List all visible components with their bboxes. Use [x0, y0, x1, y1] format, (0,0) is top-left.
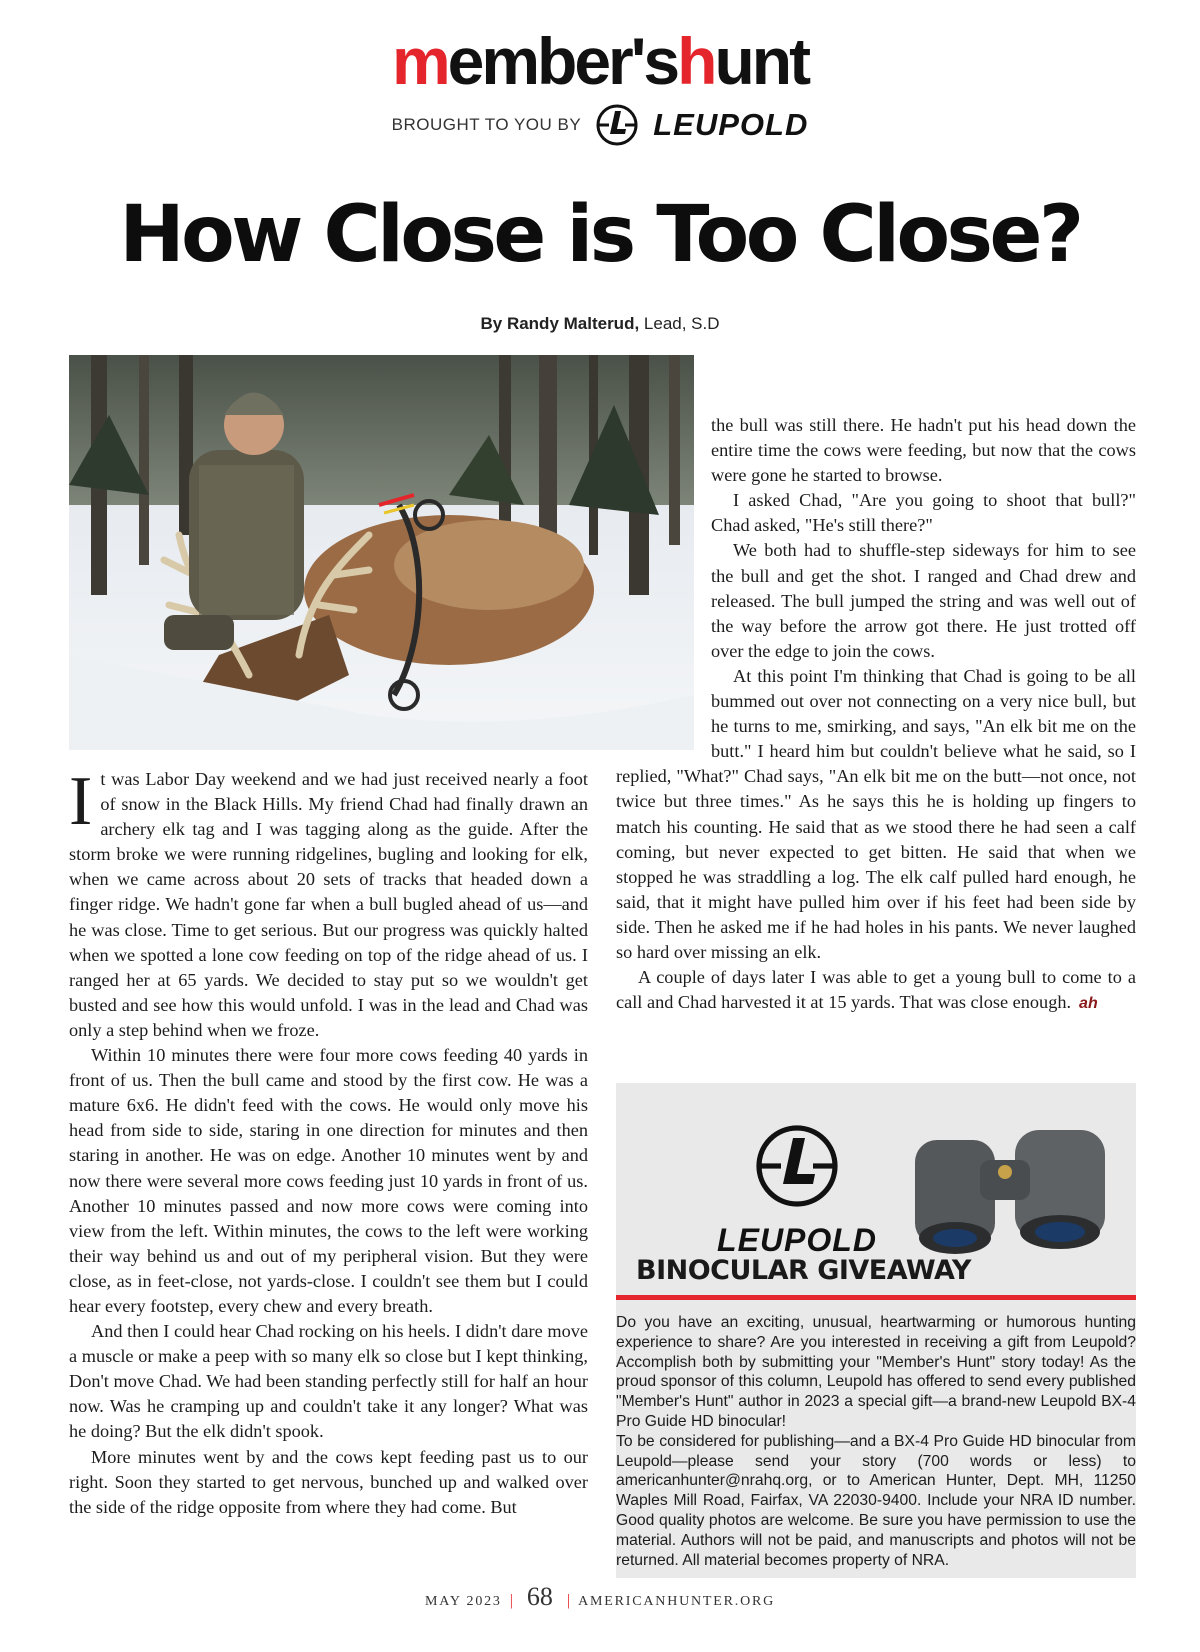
- article-column-left: [69, 763, 588, 1520]
- leupold-reticle-icon: [753, 1122, 841, 1210]
- end-mark: ah: [1079, 995, 1098, 1013]
- ad-brand-name: LEUPOLD: [717, 1222, 877, 1258]
- paragraph: Within 10 minutes there were four more cows feeding 40 yards in front of us. Then the bull came and stood by the first cow. He was a mature 6x6. He didn't feed with the cows. He would only move his head from side to side, staring in one direction for minutes and then staring in another. He was on edge. Another 10 minutes went by and now there were several more cows feeding just 10 yards in front of us. Another 10 minutes passed and now more cows were coming into view from the left. Within minutes, the cows to the left were working their way behind us and out of my peripheral vision. But they were close, as in feet-close, not yards-close. I couldn't see them but I could hear every footstep, every chew and every breath.: [69, 1045, 588, 1316]
- author-byline: By Randy Malterud, Lead, S.D: [480, 314, 720, 333]
- paragraph: More minutes went by and the cows kept feeding past us to our right. Soon they started to get nervous, bunched up and walked over the side of the ridge opposite from where they had come. But: [69, 1446, 588, 1517]
- paragraph: And then I could hear Chad rocking on his heels. I didn't dare move a muscle or make a peep with so many elk so close but I kept thinking, Don't move Chad. We had been standing perfectly still for half an hour now. Was he cramping up and couldn't take it any longer? What was he doing? But the elk didn't spook.: [69, 1321, 588, 1442]
- paragraph: the bull was still there. He hadn't put his head down the entire time the cows were feeding, but now that the cows were gone he started to browse.: [711, 415, 1136, 486]
- sponsor-name: LEUPOLD: [653, 107, 809, 142]
- leupold-reticle-icon: [595, 103, 639, 147]
- author-location: Lead, S.D: [643, 314, 720, 333]
- ad-paragraph: Do you have an exciting, unusual, heartwarming or humorous hunting experience to share? Are you interested in receiving a gift from Leupold? Accomplish both by submitting your "Member's Hunt" story today! As the proud sponsor of this column, Leupold has offered to send every published "Member's Hunt" author in 2023 a special gift—a brand-new Leupold BX-4 Pro Guide HD binocular!: [616, 1314, 1136, 1430]
- paragraph: At this point I'm thinking that Chad is going to be all bummed out over not connecting on a very nice bull, but he turns to me, smirking, and says, "An elk bit me on the butt." I heard him but couldn't believe what he said, so I replied, "What?" Chad says, "An elk bit me on the butt—not once, not twice but three times." As he says this he is holding up fingers to match his counting. He said that as we stood there he had seen a calf coming, but never expected to get bitten. He said that when we stopped he was straddling a log. The elk calf pulled hard enough, he said, that it might have pulled him over if his feet had been side by side. Then he asked me if he had holes in his pants. We never laughed so hard over missing an elk.: [616, 665, 1136, 962]
- column-logo: member'shunt: [391, 24, 809, 98]
- issue-date: MAY 2023: [424, 1594, 502, 1609]
- ad-body: [616, 1313, 1136, 1570]
- page-footer: MAY 2023 | 68 | AMERICANHUNTER.ORG: [424, 1582, 776, 1611]
- brought-by-label: BROUGHT TO YOU BY: [391, 115, 582, 134]
- page-number: 68: [526, 1582, 553, 1611]
- author-name: Randy Malterud,: [506, 314, 640, 333]
- ad-divider: [616, 1295, 1136, 1300]
- ad-paragraph: To be considered for publishing—and a BX-4 Pro Guide HD binocular from Leupold—please send your story (700 words or less) to americanhunter@nrahq.org, or to American Hunter, Dept. MH, 11250 Waples Mill Road, Fairfax, VA 22030-9400. Include your NRA ID number. Good quality photos are welcome. Be sure you have permission to use the material. Authors will not be paid, and manuscripts and photos will not be returned. All material becomes property of NRA.: [616, 1432, 1136, 1569]
- paragraph: It was Labor Day weekend and we had just received nearly a foot of snow in the Black Hills. My friend Chad had finally drawn an archery elk tag and I was tagging along as the guide. After the storm broke we were running ridgelines, bugling and looking for elk, when we came across about 20 sets of tracks that headed down a finger ridge. We hadn't gone far when a bull bugled ahead of us—and he was close. Time to get serious. But our progress was quickly halted when we spotted a lone cow feeding on top of the ridge ahead of us. I ranged her at 65 yards. We decided to stay put so we wouldn't get busted and see how this would unfold. I was in the lead and Chad was only a step behind when we froze.: [69, 763, 588, 1040]
- paragraph: I asked Chad, "Are you going to shoot that bull?" Chad asked, "He's still there?": [711, 490, 1136, 536]
- website: AMERICANHUNTER.ORG: [578, 1594, 776, 1609]
- hunter-with-elk-photo: [69, 355, 694, 750]
- sponsor-line: [0, 103, 1200, 147]
- paragraph: We both had to shuffle-step sideways for him to see the bull and get the shot. I ranged and Chad drew and released. The bull jumped the string and was well out of the way before the arrow got there. He just trotted off over the edge to join the cows.: [711, 540, 1136, 661]
- paragraph: A couple of days later I was able to get a young bull to come to a call and Chad harvested it at 15 yards. That was close enough. ah: [616, 967, 1136, 1013]
- drop-cap: I: [69, 763, 93, 840]
- ad-headline: BINOCULAR GIVEAWAY: [636, 1255, 971, 1286]
- binocular-icon: [895, 1110, 1125, 1260]
- photo-wrap-spacer: [616, 413, 711, 747]
- ad-brand-block: [712, 1122, 882, 1259]
- article-column-right: [616, 413, 1136, 1016]
- article-title: How Close is Too Close?: [119, 190, 1081, 280]
